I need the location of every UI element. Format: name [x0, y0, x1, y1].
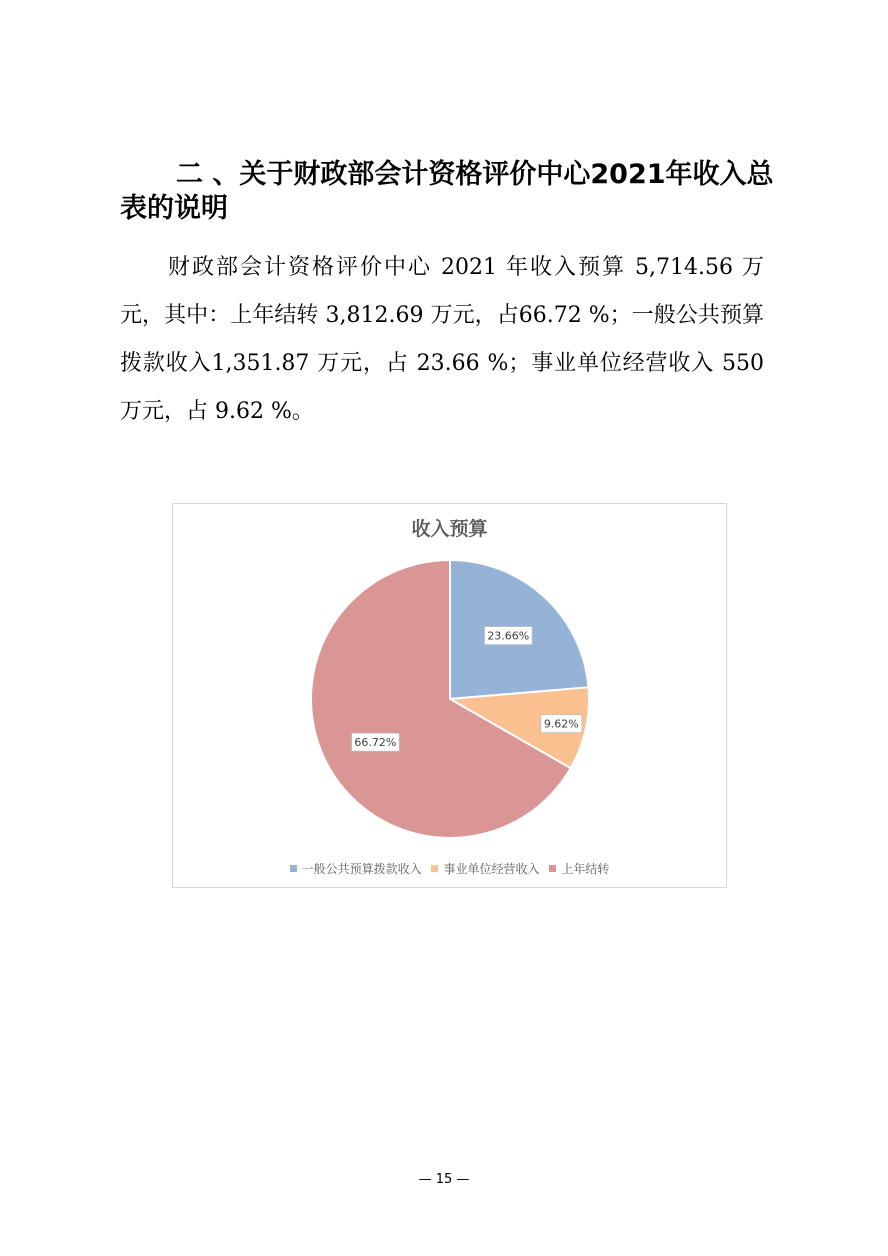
chart-legend: [173, 860, 726, 877]
legend-label: 一般公共预算拨款收入: [301, 862, 422, 876]
legend-item-appropriation: [290, 860, 422, 877]
legend-swatch: [549, 865, 556, 872]
legend-swatch: [290, 865, 297, 872]
legend-label: 事业单位经营收入: [443, 862, 540, 876]
data-label-appropriation: [485, 627, 533, 645]
data-label-text: 9.62%: [543, 717, 579, 731]
pie-chart-svg: [173, 504, 726, 887]
legend-label: 上年结转: [561, 862, 610, 876]
chart-title: 收入预算: [411, 518, 488, 540]
legend-item-operating-income: [431, 860, 539, 877]
legend-swatch: [431, 865, 438, 872]
data-label-text: 66.72%: [354, 736, 397, 750]
data-label-text: 23.66%: [487, 629, 530, 643]
section-heading: 二 、关于财政部会计资格评价中心2021年收入总表的说明: [120, 159, 774, 224]
pie-chart: [172, 503, 727, 888]
legend-item-carryover: [549, 860, 609, 877]
data-label-operating-income: [541, 715, 582, 733]
page-number: — 15 —: [418, 1172, 470, 1187]
data-label-carryover: [352, 733, 400, 751]
budget-paragraph: 财政部会计资格评价中心 2021 年收入预算 5,714.56 万元，其中：上年结转 3,812.69 万元，占66.72 %；一般公共预算拨款收入1,351.87 万元，占 23.66 %；事业单位经营收入 550 万元，占 9.62 %。: [120, 255, 764, 424]
